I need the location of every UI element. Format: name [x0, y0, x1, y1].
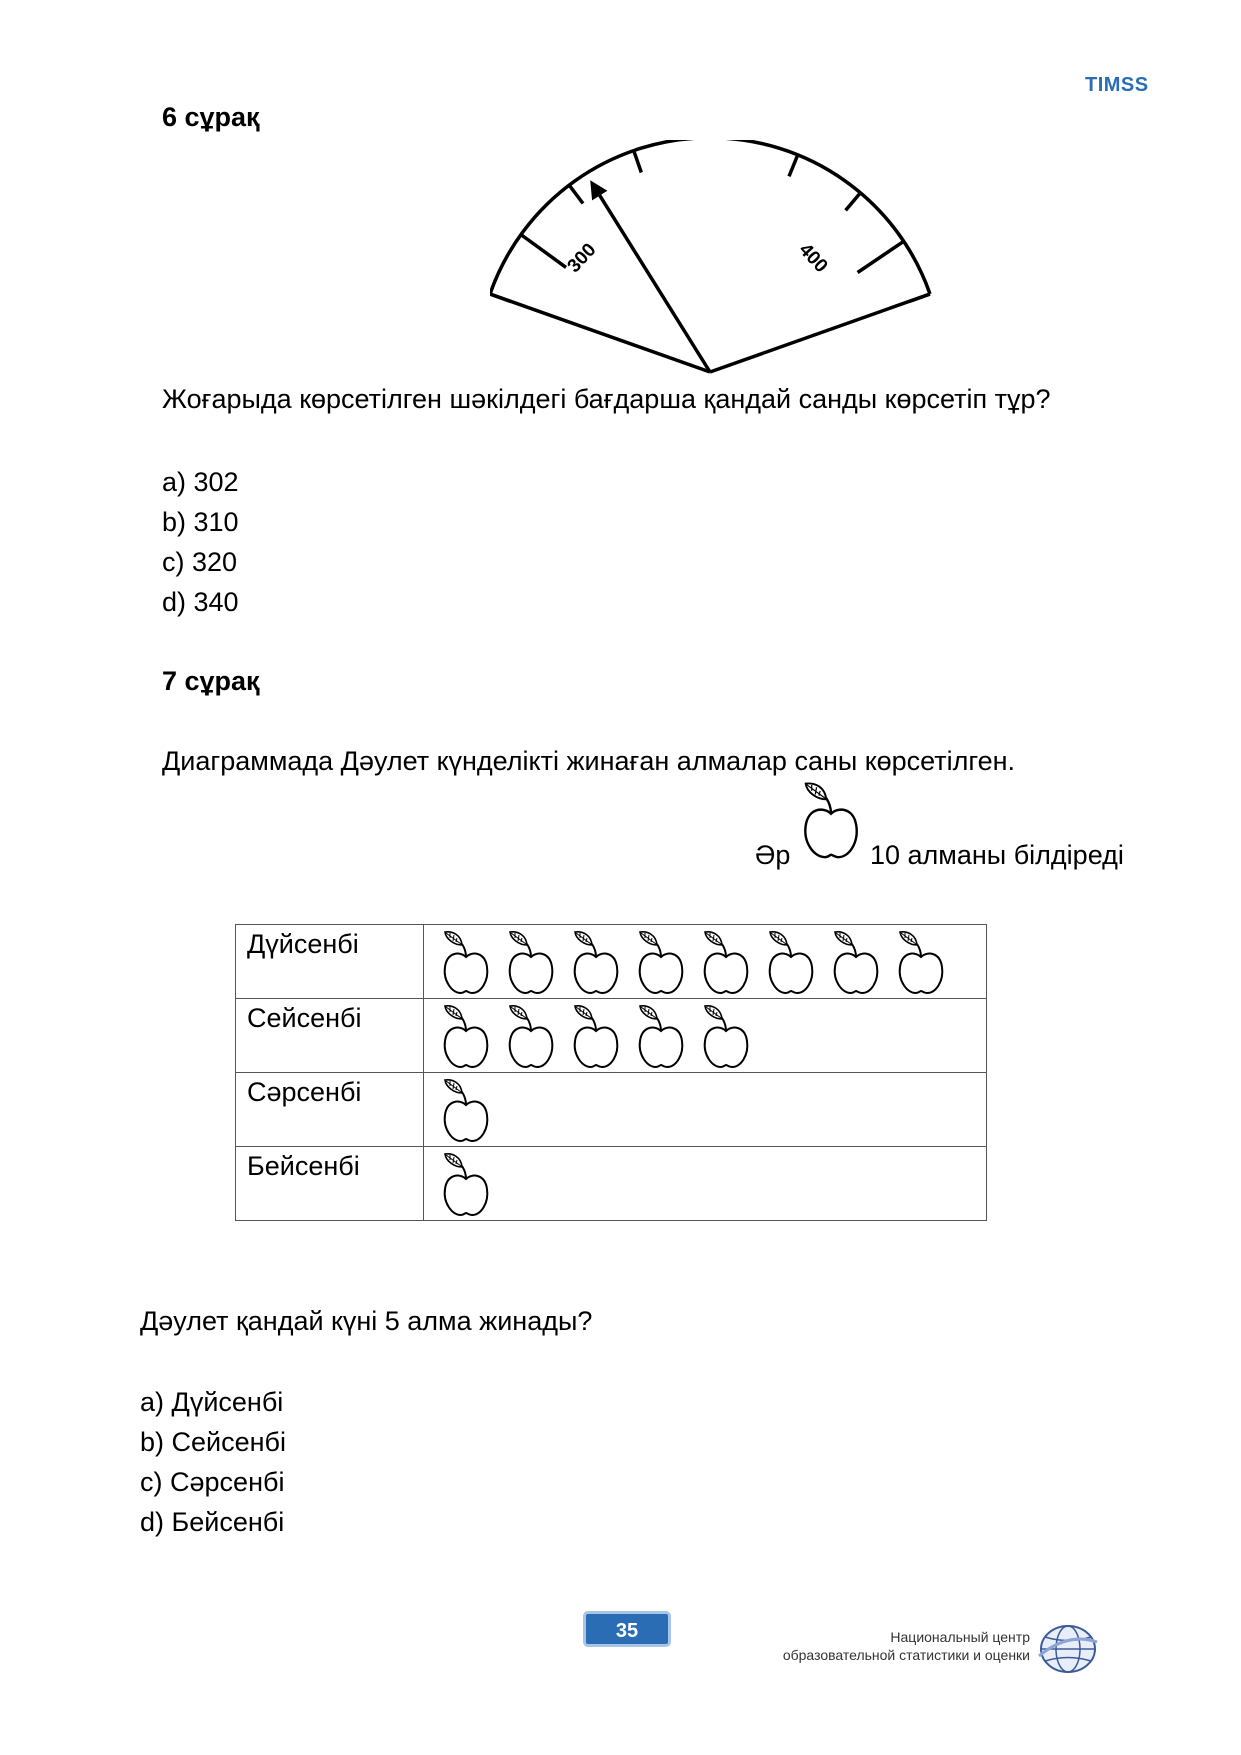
apple-icon — [637, 929, 685, 997]
needle-shaft — [598, 192, 710, 372]
option-a[interactable]: a) 302 — [162, 467, 239, 497]
dial-label-300: 300 — [563, 239, 601, 278]
org-line-1: Национальный центр — [890, 1629, 1030, 1645]
option-c[interactable] — [140, 1462, 286, 1502]
apple-icon — [507, 929, 555, 997]
apple-icon — [637, 1003, 685, 1071]
apple-icon — [507, 1003, 555, 1071]
dial-tick — [522, 235, 567, 267]
needle-arrowhead — [590, 180, 607, 200]
key-suffix: 10 алманы білдіреді — [870, 840, 1124, 870]
question-7-title: 7 сұрақ — [162, 666, 260, 696]
dial-arc — [490, 140, 930, 294]
option-letter: b) — [140, 1427, 165, 1457]
question-7-options — [140, 1382, 286, 1542]
option-letter: a) — [140, 1387, 165, 1417]
day-label: Дүйсенбі — [236, 925, 424, 999]
page-number: 35 — [583, 1611, 671, 1647]
day-label: Сәрсенбі — [236, 1073, 424, 1147]
table-row — [236, 1147, 987, 1221]
dial-left-edge — [490, 294, 710, 372]
option-letter: d) — [140, 1507, 165, 1537]
option-d[interactable]: d) 340 — [162, 587, 239, 617]
table-row — [236, 925, 987, 999]
question-7-intro: Диаграммада Дәулет күнделікті жинаған алмалар саны көрсетілген. — [162, 746, 1016, 776]
apple-cell — [424, 1073, 987, 1147]
globe-logo-icon — [1037, 1622, 1099, 1676]
dial-gauge — [490, 140, 940, 380]
question-6-text: Жоғарыда көрсетілген шәкілдегі бағдарша қандай санды көрсетіп тұр? — [162, 384, 1051, 414]
dial-tick — [634, 152, 641, 173]
option-d[interactable] — [140, 1502, 286, 1542]
dial-tick — [909, 294, 930, 301]
apple-cell — [424, 925, 987, 999]
option-text: Бейсенбі — [171, 1507, 285, 1537]
dial-tick — [570, 186, 583, 204]
option-a[interactable] — [140, 1382, 286, 1422]
question-6-options — [162, 462, 239, 622]
pictograph-table — [235, 924, 987, 1221]
apple-icon — [442, 1003, 490, 1071]
apple-icon — [702, 1003, 750, 1071]
question-7-text: Дәулет қандай күні 5 алма жинады? — [140, 1306, 593, 1336]
dial-needle — [590, 180, 710, 372]
apple-icon — [442, 929, 490, 997]
table-row — [236, 999, 987, 1073]
day-label: Бейсенбі — [236, 1147, 424, 1221]
dial-ticks — [490, 152, 929, 302]
org-name — [780, 1628, 1030, 1664]
option-c[interactable]: c) 320 — [162, 547, 238, 577]
apple-icon — [832, 929, 880, 997]
option-b[interactable]: b) 310 — [162, 507, 239, 537]
apple-icon — [800, 780, 862, 867]
dial-label-400: 400 — [794, 239, 832, 278]
question-6-title: 6 сұрақ — [162, 102, 260, 132]
apple-icon — [572, 929, 620, 997]
org-line-2: образовательной статистики и оценки — [782, 1647, 1030, 1663]
key-prefix: Әр — [755, 840, 791, 870]
option-letter: c) — [140, 1467, 163, 1497]
apple-cell — [424, 999, 987, 1073]
apple-icon — [442, 1077, 490, 1145]
table-row — [236, 1073, 987, 1147]
apple-cell — [424, 1147, 987, 1221]
apple-icon — [702, 929, 750, 997]
apple-icon — [767, 929, 815, 997]
dial-right-edge — [710, 294, 930, 372]
day-label: Сейсенбі — [236, 999, 424, 1073]
pictograph-key — [755, 780, 1155, 890]
dial-tick — [490, 294, 511, 301]
dial-tick — [846, 194, 860, 211]
apple-icon — [442, 1151, 490, 1219]
option-text: Сейсенбі — [171, 1427, 287, 1457]
dial-tick — [858, 242, 904, 273]
dial-tick — [789, 156, 797, 176]
option-text: Дүйсенбі — [171, 1387, 284, 1417]
apple-icon — [897, 929, 945, 997]
option-text: Сәрсенбі — [170, 1467, 285, 1497]
option-b[interactable] — [140, 1422, 286, 1462]
apple-icon — [572, 1003, 620, 1071]
header-tag: TIMSS — [1085, 74, 1149, 96]
